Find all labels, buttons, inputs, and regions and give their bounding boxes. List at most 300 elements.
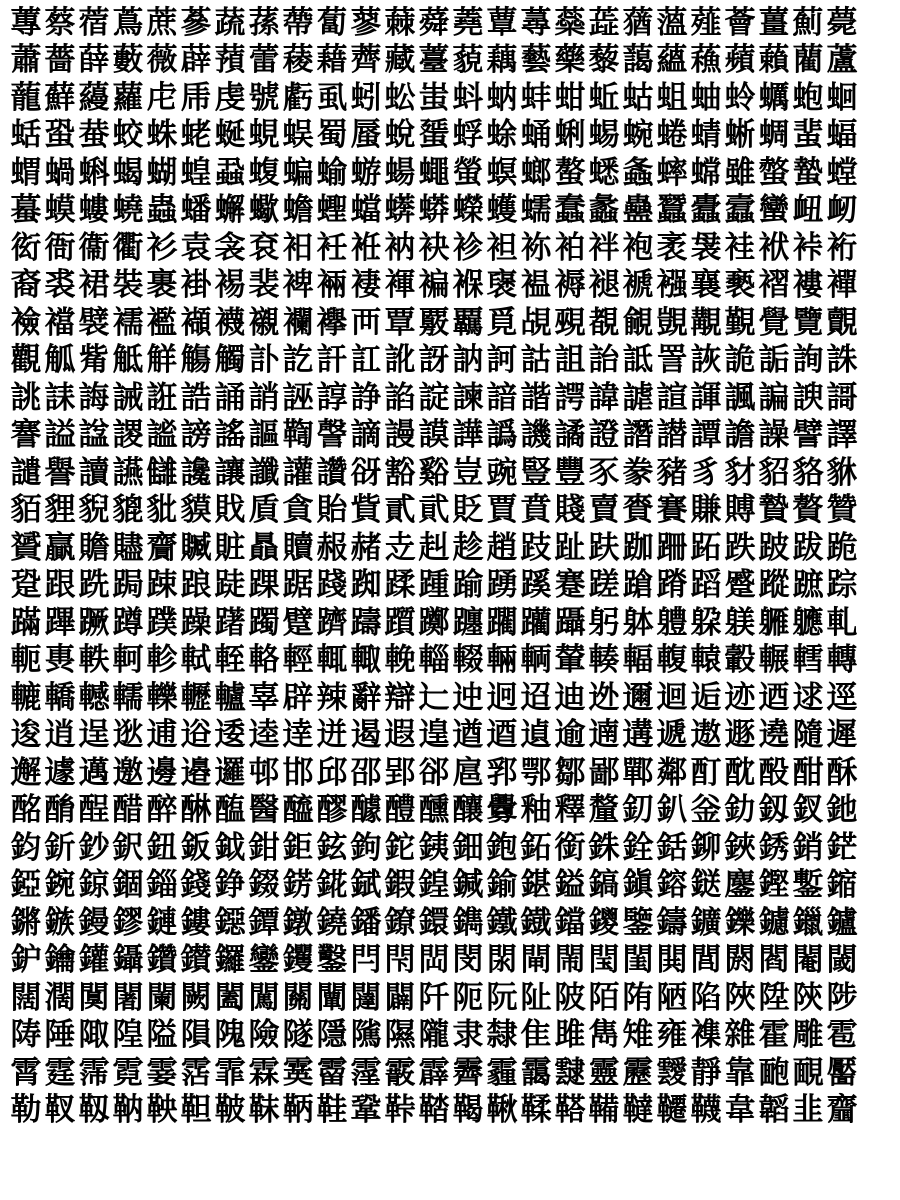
kanji-character: 逋	[146, 717, 178, 754]
kanji-character: 蠕	[520, 192, 552, 229]
kanji-character: 隕	[180, 1017, 212, 1054]
kanji-character: 貮	[418, 492, 450, 529]
kanji-character: 鞐	[384, 1092, 416, 1129]
kanji-character: 醵	[350, 792, 382, 829]
kanji-character: 覊	[452, 304, 484, 341]
kanji-character: 褫	[622, 267, 654, 304]
character-row	[9, 229, 896, 267]
kanji-character: 襾	[350, 304, 382, 341]
kanji-character: 蹌	[622, 567, 654, 604]
kanji-character: 衞	[78, 229, 110, 266]
kanji-character: 袤	[656, 229, 688, 266]
kanji-character: 藪	[112, 42, 144, 79]
kanji-character: 譬	[792, 417, 824, 454]
kanji-character: 輒	[316, 642, 348, 679]
character-row	[9, 454, 896, 492]
kanji-character: 贇	[10, 529, 42, 566]
kanji-character: 蚰	[690, 79, 722, 116]
kanji-character: 霍	[758, 1017, 790, 1054]
character-row	[9, 604, 896, 642]
kanji-character: 遖	[588, 717, 620, 754]
kanji-character: 雕	[792, 1017, 824, 1054]
kanji-character: 虧	[282, 79, 314, 116]
character-row	[9, 942, 896, 980]
kanji-character: 陦	[10, 1017, 42, 1054]
kanji-character: 跖	[690, 529, 722, 566]
kanji-character: 跏	[622, 529, 654, 566]
kanji-character: 隧	[282, 1017, 314, 1054]
kanji-character: 蜆	[248, 117, 280, 154]
kanji-character: 賚	[622, 492, 654, 529]
kanji-character: 覡	[554, 304, 586, 341]
kanji-character: 鞨	[452, 1092, 484, 1129]
kanji-character: 鉐	[520, 829, 552, 866]
kanji-character: 覘	[520, 304, 552, 341]
kanji-character: 隍	[112, 1017, 144, 1054]
kanji-character: 酊	[690, 754, 722, 791]
kanji-character: 證	[588, 417, 620, 454]
kanji-character: 邀	[112, 754, 144, 791]
kanji-character: 褸	[792, 267, 824, 304]
kanji-character: 遒	[452, 717, 484, 754]
kanji-character: 钁	[282, 942, 314, 979]
kanji-character: 蝌	[78, 154, 110, 191]
kanji-character: 銷	[792, 829, 824, 866]
kanji-character: 閖	[486, 942, 518, 979]
kanji-character: 裼	[214, 267, 246, 304]
kanji-character: 靺	[248, 1092, 280, 1129]
kanji-character: 鉋	[486, 829, 518, 866]
kanji-character: 贊	[826, 492, 858, 529]
kanji-character: 逾	[554, 717, 586, 754]
kanji-character: 裔	[10, 267, 42, 304]
kanji-character: 隱	[316, 1017, 348, 1054]
kanji-character: 諠	[656, 379, 688, 416]
kanji-character: 閨	[622, 942, 654, 979]
kanji-character: 韜	[758, 1092, 790, 1129]
kanji-character: 趺	[588, 529, 620, 566]
kanji-character: 轤	[214, 679, 246, 716]
kanji-character: 陋	[656, 979, 688, 1016]
kanji-character: 轅	[690, 642, 722, 679]
kanji-character: 闌	[146, 979, 178, 1016]
kanji-character: 躓	[384, 604, 416, 641]
kanji-character: 遘	[622, 717, 654, 754]
kanji-character: 轌	[792, 642, 824, 679]
kanji-character: 蘓	[690, 42, 722, 79]
character-row	[9, 979, 896, 1017]
kanji-character: 鐃	[316, 904, 348, 941]
kanji-character: 誣	[282, 379, 314, 416]
kanji-character: 釿	[44, 829, 76, 866]
kanji-character: 轉	[826, 642, 858, 679]
character-row	[9, 1092, 896, 1130]
kanji-character: 辣	[316, 679, 348, 716]
kanji-character: 醋	[112, 792, 144, 829]
kanji-character: 虱	[316, 79, 348, 116]
kanji-character: 詆	[622, 342, 654, 379]
kanji-character: 霆	[44, 1054, 76, 1091]
kanji-character: 薤	[690, 4, 722, 41]
kanji-character: 鋩	[826, 829, 858, 866]
kanji-character: 褶	[758, 267, 790, 304]
kanji-character: 醢	[214, 792, 246, 829]
kanji-character: 諍	[350, 379, 382, 416]
kanji-character: 閻	[758, 942, 790, 979]
kanji-character: 軋	[826, 604, 858, 641]
kanji-character: 迯	[588, 679, 620, 716]
kanji-character: 蝠	[826, 117, 858, 154]
kanji-character: 鈿	[452, 829, 484, 866]
kanji-character: 蝣	[350, 154, 382, 191]
kanji-character: 襤	[146, 304, 178, 341]
kanji-character: 輊	[214, 642, 246, 679]
kanji-character: 醯	[282, 792, 314, 829]
kanji-character: 蟯	[112, 192, 144, 229]
kanji-character: 靱	[78, 1092, 110, 1129]
kanji-character: 隸	[486, 1017, 518, 1054]
kanji-character: 蛬	[78, 117, 110, 154]
kanji-character: 蓀	[248, 4, 280, 41]
kanji-character: 鈔	[78, 829, 110, 866]
kanji-character: 跋	[792, 529, 824, 566]
kanji-character: 譽	[44, 454, 76, 491]
kanji-character: 鍠	[418, 867, 450, 904]
character-row	[9, 492, 896, 530]
character-row	[9, 679, 896, 717]
kanji-character: 薑	[758, 4, 790, 41]
kanji-character: 號	[248, 79, 280, 116]
kanji-character: 釀	[452, 792, 484, 829]
kanji-character: 鎰	[554, 867, 586, 904]
kanji-character: 跂	[520, 529, 552, 566]
kanji-character: 鏨	[792, 867, 824, 904]
kanji-character: 釟	[656, 792, 688, 829]
kanji-character: 薔	[44, 42, 76, 79]
kanji-character: 讖	[248, 454, 280, 491]
kanji-character: 鄙	[588, 754, 620, 791]
kanji-character: 蟀	[656, 154, 688, 191]
kanji-character: 霈	[78, 1054, 110, 1091]
character-row	[9, 642, 896, 680]
kanji-character: 謗	[180, 417, 212, 454]
kanji-character: 躅	[248, 604, 280, 641]
kanji-character: 蜚	[792, 117, 824, 154]
kanji-character: 貪	[282, 492, 314, 529]
kanji-character: 褂	[180, 267, 212, 304]
kanji-character: 裝	[112, 267, 144, 304]
character-row	[9, 192, 896, 230]
kanji-character: 螳	[826, 154, 858, 191]
kanji-character: 躰	[622, 604, 654, 641]
kanji-character: 赭	[350, 529, 382, 566]
kanji-character: 鏝	[78, 904, 110, 941]
kanji-character: 隰	[384, 1017, 416, 1054]
kanji-character: 軾	[180, 642, 212, 679]
kanji-character: 蘚	[44, 79, 76, 116]
kanji-character: 諄	[316, 379, 348, 416]
kanji-character: 遲	[826, 717, 858, 754]
kanji-character: 賤	[554, 492, 586, 529]
kanji-character: 蚣	[384, 79, 416, 116]
kanji-character: 蟠	[180, 192, 212, 229]
kanji-character: 闢	[384, 979, 416, 1016]
kanji-character: 鑄	[656, 904, 688, 941]
kanji-character: 蹠	[792, 567, 824, 604]
kanji-character: 螂	[520, 154, 552, 191]
kanji-character: 襝	[10, 304, 42, 341]
kanji-character: 蕕	[622, 4, 654, 41]
kanji-character: 鍼	[452, 867, 484, 904]
kanji-character: 謾	[384, 417, 416, 454]
kanji-character: 蛛	[146, 117, 178, 154]
kanji-character: 鋺	[44, 867, 76, 904]
kanji-character: 鐫	[452, 904, 484, 941]
kanji-character: 覯	[690, 304, 722, 341]
kanji-character: 雎	[554, 1017, 586, 1054]
character-row	[9, 304, 896, 342]
kanji-character: 襌	[826, 267, 858, 304]
kanji-character: 齏	[826, 1092, 858, 1129]
kanji-character: 襠	[44, 304, 76, 341]
kanji-character: 躑	[418, 604, 450, 641]
kanji-character: 鄲	[622, 754, 654, 791]
character-row	[9, 792, 896, 830]
kanji-character: 陝	[792, 979, 824, 1016]
kanji-character: 蠎	[384, 192, 416, 229]
kanji-character: 霙	[282, 1054, 314, 1091]
kanji-character: 袞	[248, 229, 280, 266]
kanji-character: 雜	[724, 1017, 756, 1054]
kanji-character: 褊	[418, 267, 450, 304]
kanji-character: 鐶	[418, 904, 450, 941]
kanji-character: 裘	[44, 267, 76, 304]
kanji-character: 蔬	[214, 4, 246, 41]
kanji-character: 躔	[452, 604, 484, 641]
kanji-character: 赳	[418, 529, 450, 566]
kanji-character: 隴	[418, 1017, 450, 1054]
kanji-character: 袒	[486, 229, 518, 266]
kanji-character: 虔	[214, 79, 246, 116]
kanji-character: 釋	[554, 792, 586, 829]
kanji-character: 賍	[214, 529, 246, 566]
kanji-character: 誚	[248, 379, 280, 416]
kanji-character: 貍	[44, 492, 76, 529]
kanji-character: 遽	[44, 754, 76, 791]
character-row	[9, 1017, 896, 1055]
kanji-character: 鑢	[758, 904, 790, 941]
kanji-character: 遑	[418, 717, 450, 754]
kanji-character: 蜩	[758, 117, 790, 154]
kanji-character: 藥	[554, 42, 586, 79]
kanji-character: 虍	[146, 79, 178, 116]
kanji-character: 隨	[792, 717, 824, 754]
kanji-character: 鏖	[724, 867, 756, 904]
kanji-character: 谿	[418, 454, 450, 491]
kanji-character: 貂	[758, 454, 790, 491]
kanji-character: 霖	[248, 1054, 280, 1091]
kanji-character: 藝	[520, 42, 552, 79]
kanji-character: 輹	[656, 642, 688, 679]
kanji-character: 鎭	[622, 867, 654, 904]
kanji-character: 貘	[180, 492, 212, 529]
kanji-character: 雍	[656, 1017, 688, 1054]
kanji-character: 譁	[452, 417, 484, 454]
kanji-character: 蝟	[10, 154, 42, 191]
kanji-character: 轢	[146, 679, 178, 716]
kanji-character: 蹕	[44, 604, 76, 641]
kanji-character: 襭	[180, 304, 212, 341]
kanji-character: 襷	[316, 304, 348, 341]
kanji-character: 豬	[656, 454, 688, 491]
kanji-character: 諧	[520, 379, 552, 416]
kanji-character: 諡	[78, 417, 110, 454]
kanji-character: 迺	[758, 679, 790, 716]
kanji-character: 錮	[112, 867, 144, 904]
kanji-character: 觴	[180, 342, 212, 379]
kanji-character: 閊	[418, 942, 450, 979]
kanji-character: 鞫	[282, 417, 314, 454]
kanji-character: 蹙	[724, 567, 756, 604]
kanji-character: 鑵	[78, 942, 110, 979]
kanji-character: 闕	[180, 979, 212, 1016]
kanji-character: 閙	[554, 942, 586, 979]
kanji-character: 醉	[146, 792, 178, 829]
kanji-character: 裨	[282, 267, 314, 304]
kanji-character: 豸	[690, 454, 722, 491]
kanji-character: 蠑	[452, 192, 484, 229]
character-row	[9, 754, 896, 792]
character-row	[9, 529, 896, 567]
kanji-character: 郛	[486, 754, 518, 791]
kanji-character: 詭	[724, 342, 756, 379]
kanji-character: 鞜	[418, 1092, 450, 1129]
character-row	[9, 904, 896, 942]
kanji-character: 蜷	[656, 117, 688, 154]
kanji-character: 訖	[282, 342, 314, 379]
kanji-character: 鞣	[520, 1092, 552, 1129]
kanji-character: 螽	[622, 154, 654, 191]
kanji-character: 迪	[554, 679, 586, 716]
kanji-character: 訶	[486, 342, 518, 379]
kanji-character: 裃	[792, 229, 824, 266]
kanji-character: 躾	[724, 604, 756, 641]
kanji-character: 蟇	[10, 192, 42, 229]
kanji-character: 訐	[316, 342, 348, 379]
kanji-character: 靹	[112, 1092, 144, 1129]
kanji-character: 蘂	[554, 4, 586, 41]
kanji-character: 霾	[486, 1054, 518, 1091]
kanji-character: 蟒	[418, 192, 450, 229]
kanji-character: 靈	[588, 1054, 620, 1091]
kanji-character: 錢	[180, 867, 212, 904]
kanji-character: 鑷	[112, 942, 144, 979]
kanji-character: 藺	[792, 42, 824, 79]
kanji-character: 阮	[486, 979, 518, 1016]
kanji-character: 贏	[44, 529, 76, 566]
kanji-character: 躇	[214, 604, 246, 641]
kanji-character: 貉	[792, 454, 824, 491]
kanji-character: 蠻	[758, 192, 790, 229]
kanji-character: 迚	[452, 679, 484, 716]
kanji-character: 藾	[758, 42, 790, 79]
kanji-character: 薜	[180, 42, 212, 79]
kanji-character: 鎹	[690, 867, 722, 904]
kanji-character: 蕁	[520, 4, 552, 41]
character-row	[9, 829, 896, 867]
kanji-character: 雉	[622, 1017, 654, 1054]
kanji-character: 觚	[44, 342, 76, 379]
kanji-character: 諳	[486, 379, 518, 416]
kanji-character: 薇	[146, 42, 178, 79]
kanji-character: 譫	[724, 417, 756, 454]
kanji-character: 蔗	[146, 4, 178, 41]
kanji-character: 蠢	[554, 192, 586, 229]
kanji-character: 蛉	[724, 79, 756, 116]
kanji-character: 鈬	[112, 829, 144, 866]
kanji-character: 陟	[826, 979, 858, 1016]
kanji-character: 釐	[588, 792, 620, 829]
kanji-character: 輙	[350, 642, 382, 679]
kanji-character: 釵	[792, 792, 824, 829]
character-row	[9, 79, 896, 117]
kanji-character: 謨	[418, 417, 450, 454]
kanji-character: 鑿	[316, 942, 348, 979]
kanji-character: 鍜	[384, 867, 416, 904]
kanji-character: 銛	[656, 829, 688, 866]
kanji-character: 蜿	[622, 117, 654, 154]
kanji-character: 銹	[758, 829, 790, 866]
kanji-character: 蛹	[520, 117, 552, 154]
kanji-character: 諱	[588, 379, 620, 416]
kanji-character: 韈	[690, 1092, 722, 1129]
kanji-character: 詒	[588, 342, 620, 379]
kanji-character: 霽	[452, 1054, 484, 1091]
kanji-character: 雖	[724, 154, 756, 191]
kanji-character: 誂	[10, 379, 42, 416]
kanji-character: 讎	[146, 454, 178, 491]
kanji-character: 鈕	[146, 829, 178, 866]
kanji-character: 讌	[112, 454, 144, 491]
kanji-character: 闃	[78, 979, 110, 1016]
kanji-character: 謖	[112, 417, 144, 454]
kanji-character: 讀	[78, 454, 110, 491]
kanji-character: 韆	[656, 1092, 688, 1129]
kanji-character: 霏	[214, 1054, 246, 1091]
kanji-character: 靨	[826, 1054, 858, 1091]
kanji-character: 蔡	[44, 4, 76, 41]
kanji-character: 鞅	[146, 1092, 178, 1129]
kanji-character: 蟲	[146, 192, 178, 229]
kanji-character: 戝	[214, 492, 246, 529]
kanji-character: 蛔	[826, 79, 858, 116]
kanji-character: 蜑	[418, 117, 450, 154]
kanji-character: 邱	[316, 754, 348, 791]
kanji-character: 蕀	[384, 4, 416, 41]
kanji-character: 鎬	[588, 867, 620, 904]
kanji-character: 衄	[792, 192, 824, 229]
kanji-character: 陞	[758, 979, 790, 1016]
kanji-character: 釼	[758, 792, 790, 829]
character-row	[9, 417, 896, 455]
kanji-character: 勒	[10, 1092, 42, 1129]
kanji-character: 誨	[78, 379, 110, 416]
kanji-character: 踈	[146, 567, 178, 604]
kanji-character: 蹼	[146, 604, 178, 641]
kanji-character: 阯	[520, 979, 552, 1016]
kanji-character: 襴	[282, 304, 314, 341]
kanji-character: 跪	[826, 529, 858, 566]
